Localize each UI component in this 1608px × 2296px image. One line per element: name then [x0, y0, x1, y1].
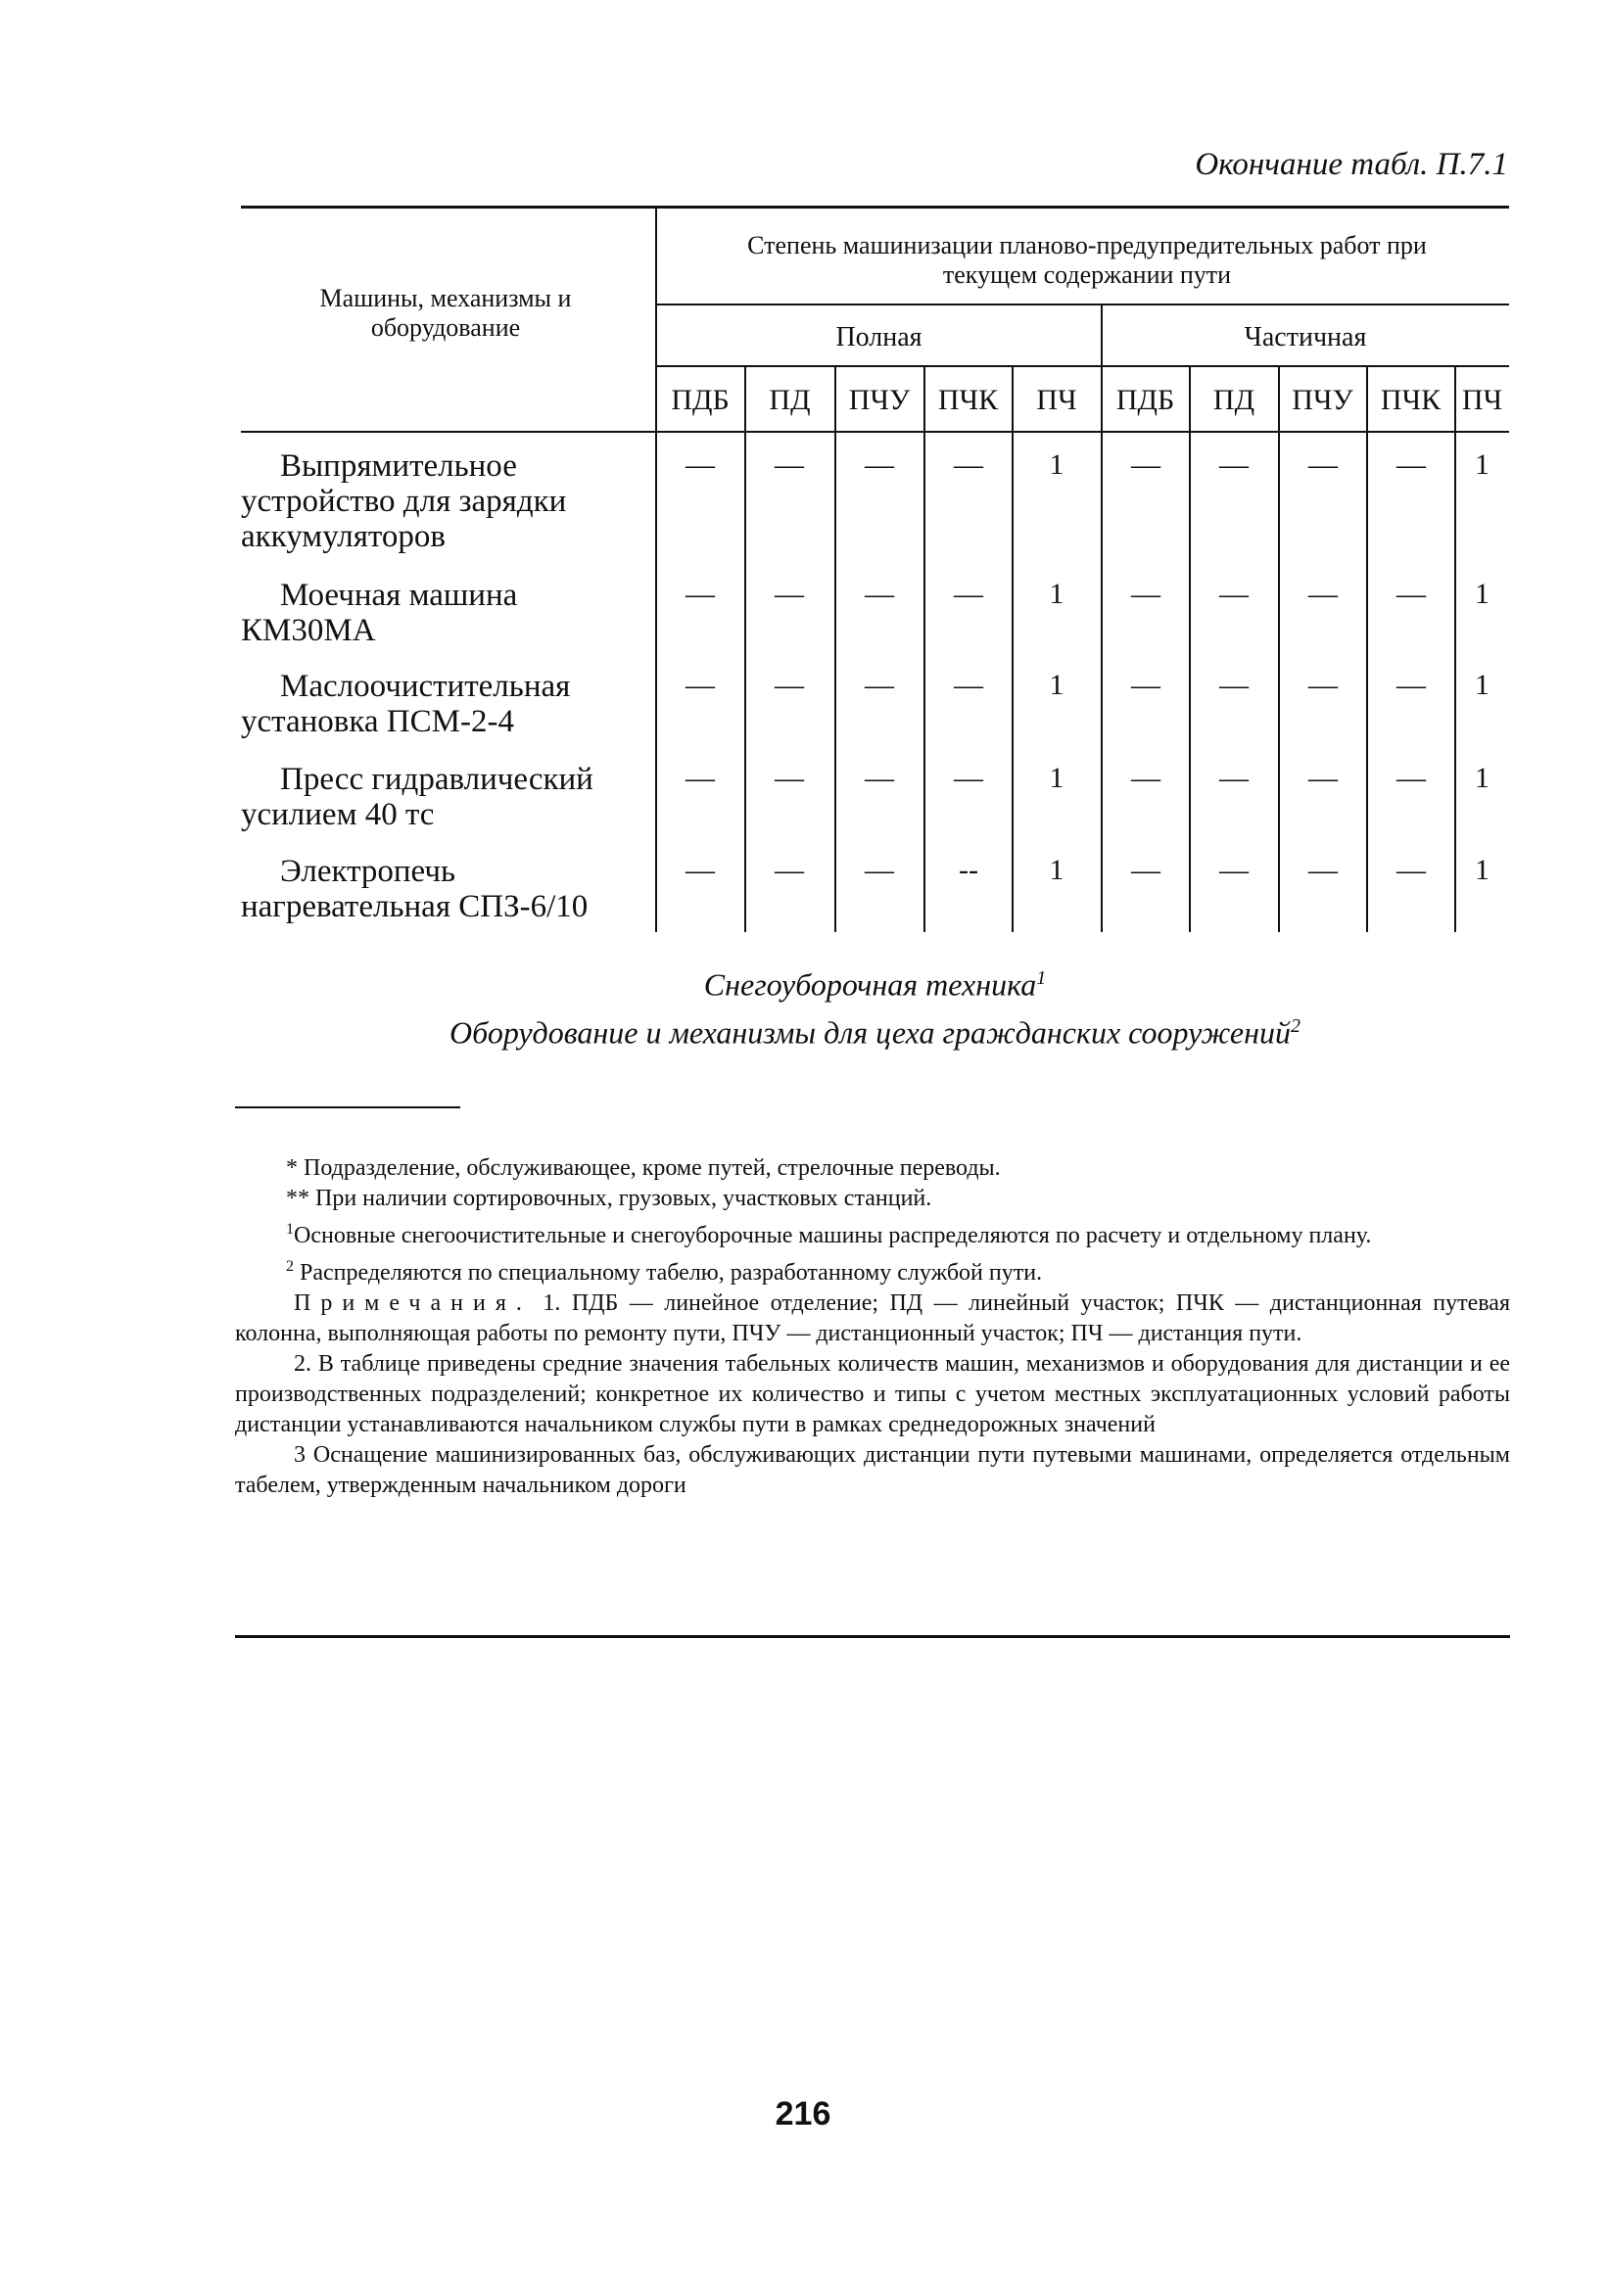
section-titles — [241, 958, 1509, 1053]
value-cell: — — [1131, 854, 1160, 886]
value-cell: 1 — [1475, 762, 1490, 794]
machine-name: Выпрямительное устройство для зарядки аккумуляторов — [241, 448, 567, 554]
footnote-1 — [235, 1214, 1510, 1251]
col-header: ПЧ — [1461, 384, 1503, 416]
page-number: 216 — [775, 2095, 831, 2132]
header-degree: Степень машинизации планово-предупредительных работ при текущем содержании пути — [747, 231, 1427, 289]
col-header: ПД — [769, 384, 811, 416]
machine-name: Электропечь нагревательная СПЗ-6/10 — [241, 854, 589, 924]
col-header: ПДБ — [1115, 384, 1175, 416]
footnote-2 — [235, 1251, 1510, 1289]
notes-label: Примечания. — [294, 1290, 532, 1316]
value-cell: — — [775, 448, 804, 481]
col-header: ПД — [1212, 384, 1255, 416]
value-cell: — — [865, 762, 894, 794]
footnote-mark: 1 — [286, 1221, 294, 1238]
col-header: ПЧК — [1380, 384, 1442, 416]
col-header: ПЧК — [937, 384, 999, 416]
value-cell: 1 — [1049, 669, 1064, 701]
value-cell: — — [686, 578, 715, 610]
machine-name: Пресс гидравлический усилием 40 тс — [241, 762, 593, 832]
group-full: Полная — [835, 322, 922, 352]
value-cell: — — [686, 669, 715, 701]
value-cell: — — [1396, 578, 1426, 610]
value-cell: — — [1396, 762, 1426, 794]
header-group-rule — [656, 365, 1509, 367]
value-cell: 1 — [1475, 669, 1490, 701]
footnotes-and-notes — [235, 1153, 1510, 1501]
value-cell: — — [1219, 578, 1249, 610]
value-cell: — — [775, 578, 804, 610]
value-cell: — — [1219, 669, 1249, 701]
value-cell: — — [865, 669, 894, 701]
note-1-text: 1. ПДБ — линейное отделение; ПД — линейный участок; ПЧК — дистанционная путевая колонна, выполняющая работы по ремонту пути, ПЧУ — дистанционный участок; ПЧ — дистанция пути. — [235, 1290, 1510, 1346]
footnote-1-text: Основные снегоочистительные и снегоуборочные машины распределяются по расчету и отдельному плану. — [294, 1223, 1372, 1248]
header-degree-rule — [656, 304, 1509, 305]
value-cell: — — [865, 854, 894, 886]
value-cell: — — [1308, 762, 1338, 794]
value-cell: — — [1131, 578, 1160, 610]
value-cell: — — [954, 578, 983, 610]
value-cell: — — [1219, 762, 1249, 794]
value-cell: — — [1396, 669, 1426, 701]
value-cell: — — [686, 854, 715, 886]
value-cell: 1 — [1049, 854, 1064, 886]
footnote-2-text: Распределяются по специальному табелю, разработанному службой пути. — [300, 1260, 1043, 1286]
value-cell: — — [1219, 448, 1249, 481]
header-bottom-rule — [241, 431, 1509, 433]
value-cell: — — [1308, 578, 1338, 610]
value-cell: -- — [959, 854, 978, 886]
value-cell: — — [1131, 448, 1160, 481]
value-cell: — — [1308, 448, 1338, 481]
footnote-mark: 2 — [286, 1258, 294, 1275]
table-top-rule — [241, 206, 1509, 209]
footnote-mark: 2 — [1290, 1014, 1301, 1037]
col-header: ПЧ — [1036, 384, 1077, 416]
machine-name: Маслоочистительная установка ПСМ-2-4 — [241, 669, 571, 739]
note-2: 2. В таблице приведены средние значения табельных количеств машин, механизмов и оборудования для дистанции и ее производственных подразделений; конкретное их количество и типы с учетом местных эксплуатационных условий работы дистанции устанавливаются начальником службы пути в рамках среднедорожных значений — [235, 1351, 1510, 1437]
value-cell: — — [954, 762, 983, 794]
value-cell: 1 — [1475, 854, 1490, 886]
col-divider — [655, 208, 657, 932]
value-cell: 1 — [1049, 448, 1064, 481]
group-partial: Частичная — [1244, 322, 1367, 352]
note-3: 3 Оснащение машинизированных баз, обслуживающих дистанции пути путевыми машинами, определяется отдельным табелем, утвержденным начальником дороги — [235, 1442, 1510, 1498]
col-header: ПЧУ — [1292, 384, 1353, 416]
value-cell: — — [1308, 669, 1338, 701]
value-cell: 1 — [1475, 448, 1490, 481]
value-cell: — — [954, 448, 983, 481]
value-cell: — — [1131, 762, 1160, 794]
machine-name: Моечная машина КМ30МА — [241, 578, 518, 648]
value-cell: — — [775, 762, 804, 794]
section-title-equipment-text: Оборудование и механизмы для цеха гражданских сооружений — [449, 1014, 1291, 1051]
footnote-separator — [235, 1106, 460, 1108]
section-title-equipment — [241, 1006, 1509, 1054]
section-title-snow-text: Снегоуборочная техника — [703, 966, 1037, 1003]
value-cell: — — [775, 669, 804, 701]
footnote-star2: ** При наличии сортировочных, грузовых, участковых станций. — [286, 1186, 932, 1211]
continuation-label: Окончание табл. П.7.1 — [1195, 147, 1508, 182]
value-cell: — — [954, 669, 983, 701]
value-cell: 1 — [1049, 578, 1064, 610]
value-cell: — — [1396, 854, 1426, 886]
value-cell: 1 — [1475, 578, 1490, 610]
value-cell: — — [1219, 854, 1249, 886]
value-cell: — — [1131, 669, 1160, 701]
bottom-rule — [235, 1635, 1510, 1638]
value-cell: — — [865, 578, 894, 610]
col-header: ПДБ — [671, 384, 730, 416]
value-cell: 1 — [1049, 762, 1064, 794]
section-title-snow — [241, 958, 1509, 1006]
value-cell: — — [1308, 854, 1338, 886]
value-cell: — — [865, 448, 894, 481]
value-cell: — — [1396, 448, 1426, 481]
footnote-mark: 1 — [1036, 967, 1047, 989]
value-cell: — — [686, 762, 715, 794]
header-machines: Машины, механизмы и оборудование — [319, 284, 572, 342]
col-header: ПЧУ — [848, 384, 911, 416]
value-cell: — — [775, 854, 804, 886]
value-cell: — — [686, 448, 715, 481]
note-1 — [235, 1289, 1510, 1349]
footnote-star1: * Подразделение, обслуживающее, кроме путей, стрелочные переводы. — [286, 1155, 1001, 1181]
